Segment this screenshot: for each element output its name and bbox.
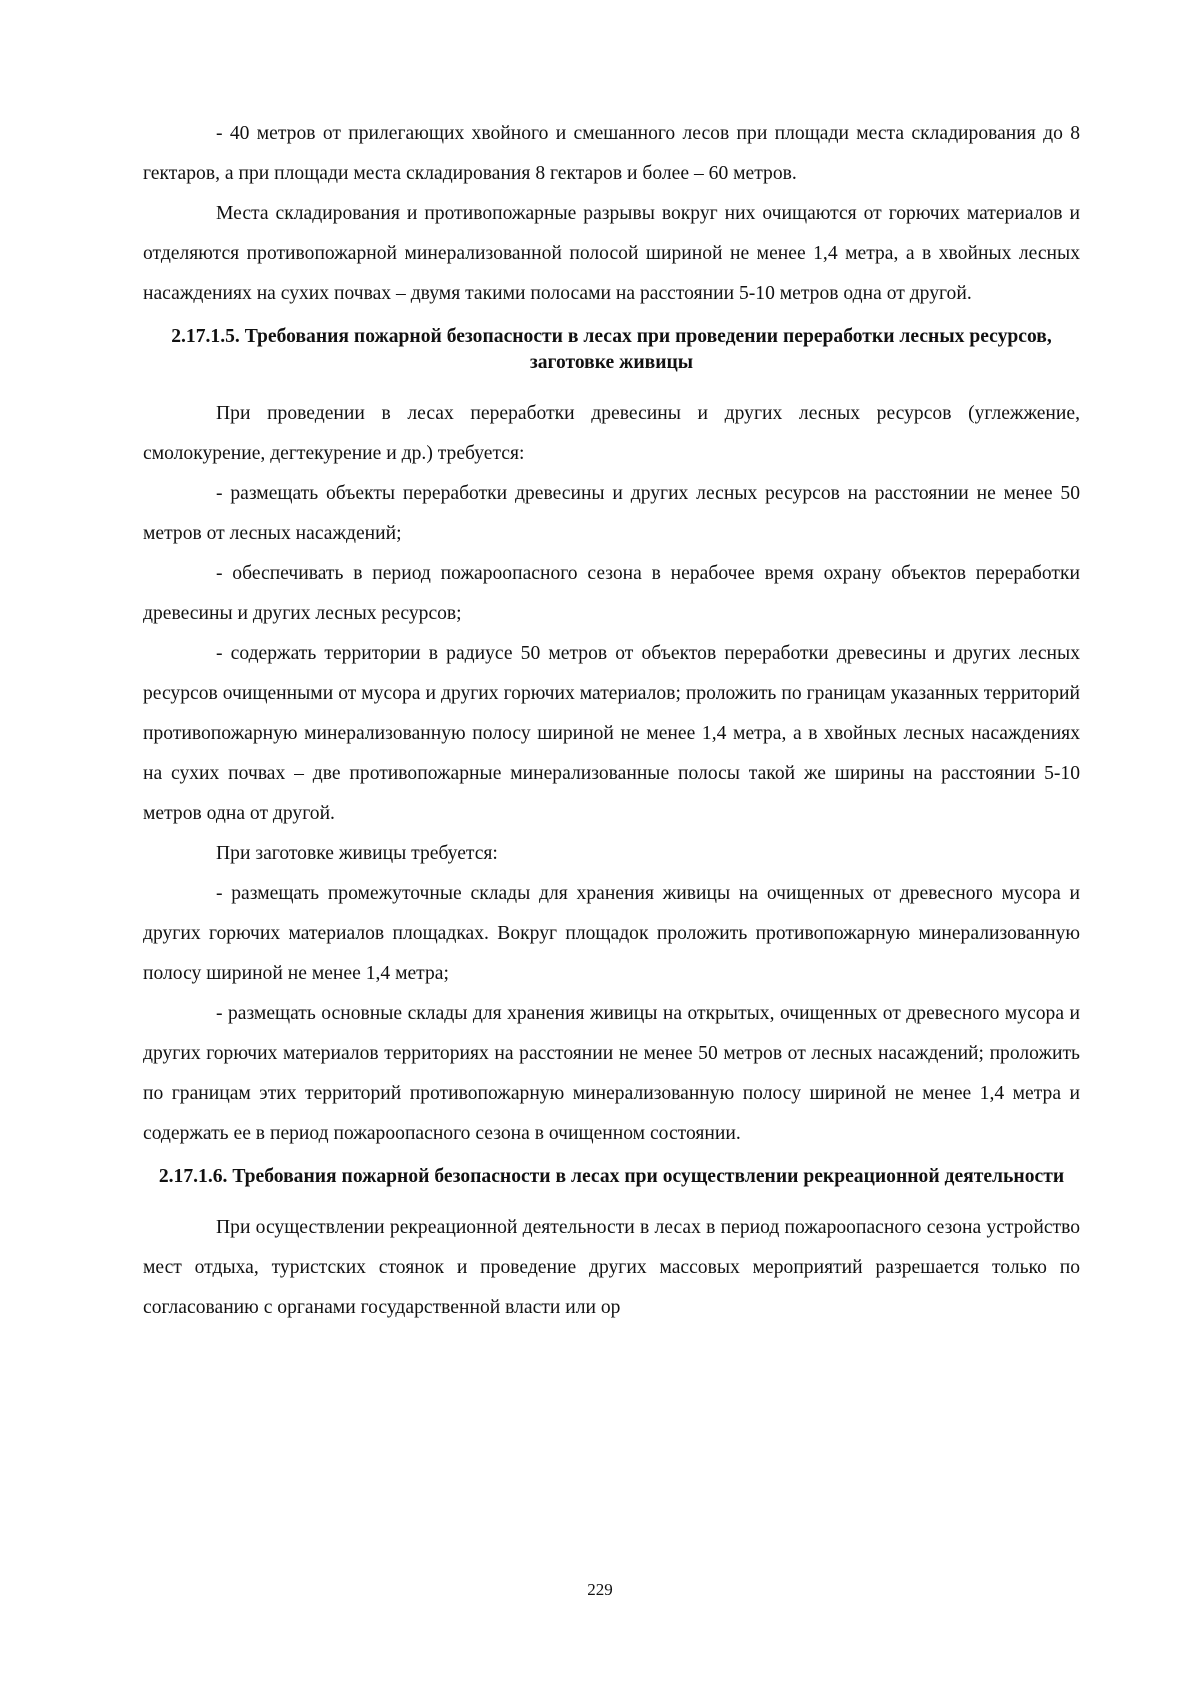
paragraph-processing-territory: - содержать территории в радиусе 50 метров от объектов переработки древесины и других лесных ресурсов очищенными от мусора и других горючих материалов; проложить по границам указанных территорий противопожарную минерализованную полосу шириной не менее 1,4 метра, а в хвойных лесных насаждениях на сухих почвах – две противопожарные минерализованные полосы такой же ширины на расстоянии 5-10 метров одна от другой. [143, 643, 1080, 824]
page-number: 229 [587, 1580, 613, 1599]
paragraph-distance-40m: - 40 метров от прилегающих хвойного и смешанного лесов при площади места складирования до 8 гектаров, а при площади места складирования 8 гектаров и более – 60 метров. [143, 123, 1080, 184]
paragraph-processing-location: - размещать объекты переработки древесины и других лесных ресурсов на расстоянии не менее 50 метров от лесных насаждений; [143, 483, 1080, 544]
paragraph-resin-intro: При заготовке живицы требуется: [216, 843, 498, 864]
paragraph-storage-clearing: Места складирования и противопожарные разрывы вокруг них очищаются от горючих материалов и отделяются противопожарной минерализованной полосой шириной не менее 1,4 метра, а в хвойных лесных насаждениях на сухих почвах – двумя такими полосами на расстоянии 5-10 метров одна от другой. [143, 203, 1080, 304]
paragraph-processing-guard: - обеспечивать в период пожароопасного сезона в нерабочее время охрану объектов переработки древесины и других лесных ресурсов; [143, 563, 1080, 624]
section-heading-2-17-1-5: 2.17.1.5. Требования пожарной безопасности в лесах при проведении переработки лесных ресурсов, заготовке живицы [171, 326, 1052, 373]
paragraph-recreation: При осуществлении рекреационной деятельности в лесах в период пожароопасного сезона устройство мест отдыха, туристских стоянок и проведение других массовых мероприятий разрешается только по согласованию с органами государственной власти или ор [143, 1217, 1080, 1318]
section-heading-2-17-1-6: 2.17.1.6. Требования пожарной безопасности в лесах при осуществлении рекреационной деятельности [158, 1166, 1065, 1187]
page-content [143, 114, 1080, 1328]
paragraph-resin-main-storage: - размещать основные склады для хранения живицы на открытых, очищенных от древесного мусора и других горючих материалов территориях на расстоянии не менее 50 метров от лесных насаждений; проложить по границам этих территорий противопожарную минерализованную полосу шириной не менее 1,4 метра и содержать ее в период пожароопасного сезона в очищенном состоянии. [143, 1003, 1080, 1144]
paragraph-processing-intro: При проведении в лесах переработки древесины и других лесных ресурсов (углежжение, смолокурение, дегтекурение и др.) требуется: [143, 403, 1080, 464]
paragraph-resin-intermediate-storage: - размещать промежуточные склады для хранения живицы на очищенных от древесного мусора и других горючих материалов площадках. Вокруг площадок проложить противопожарную минерализованную полосу шириной не менее 1,4 метра; [143, 883, 1080, 984]
